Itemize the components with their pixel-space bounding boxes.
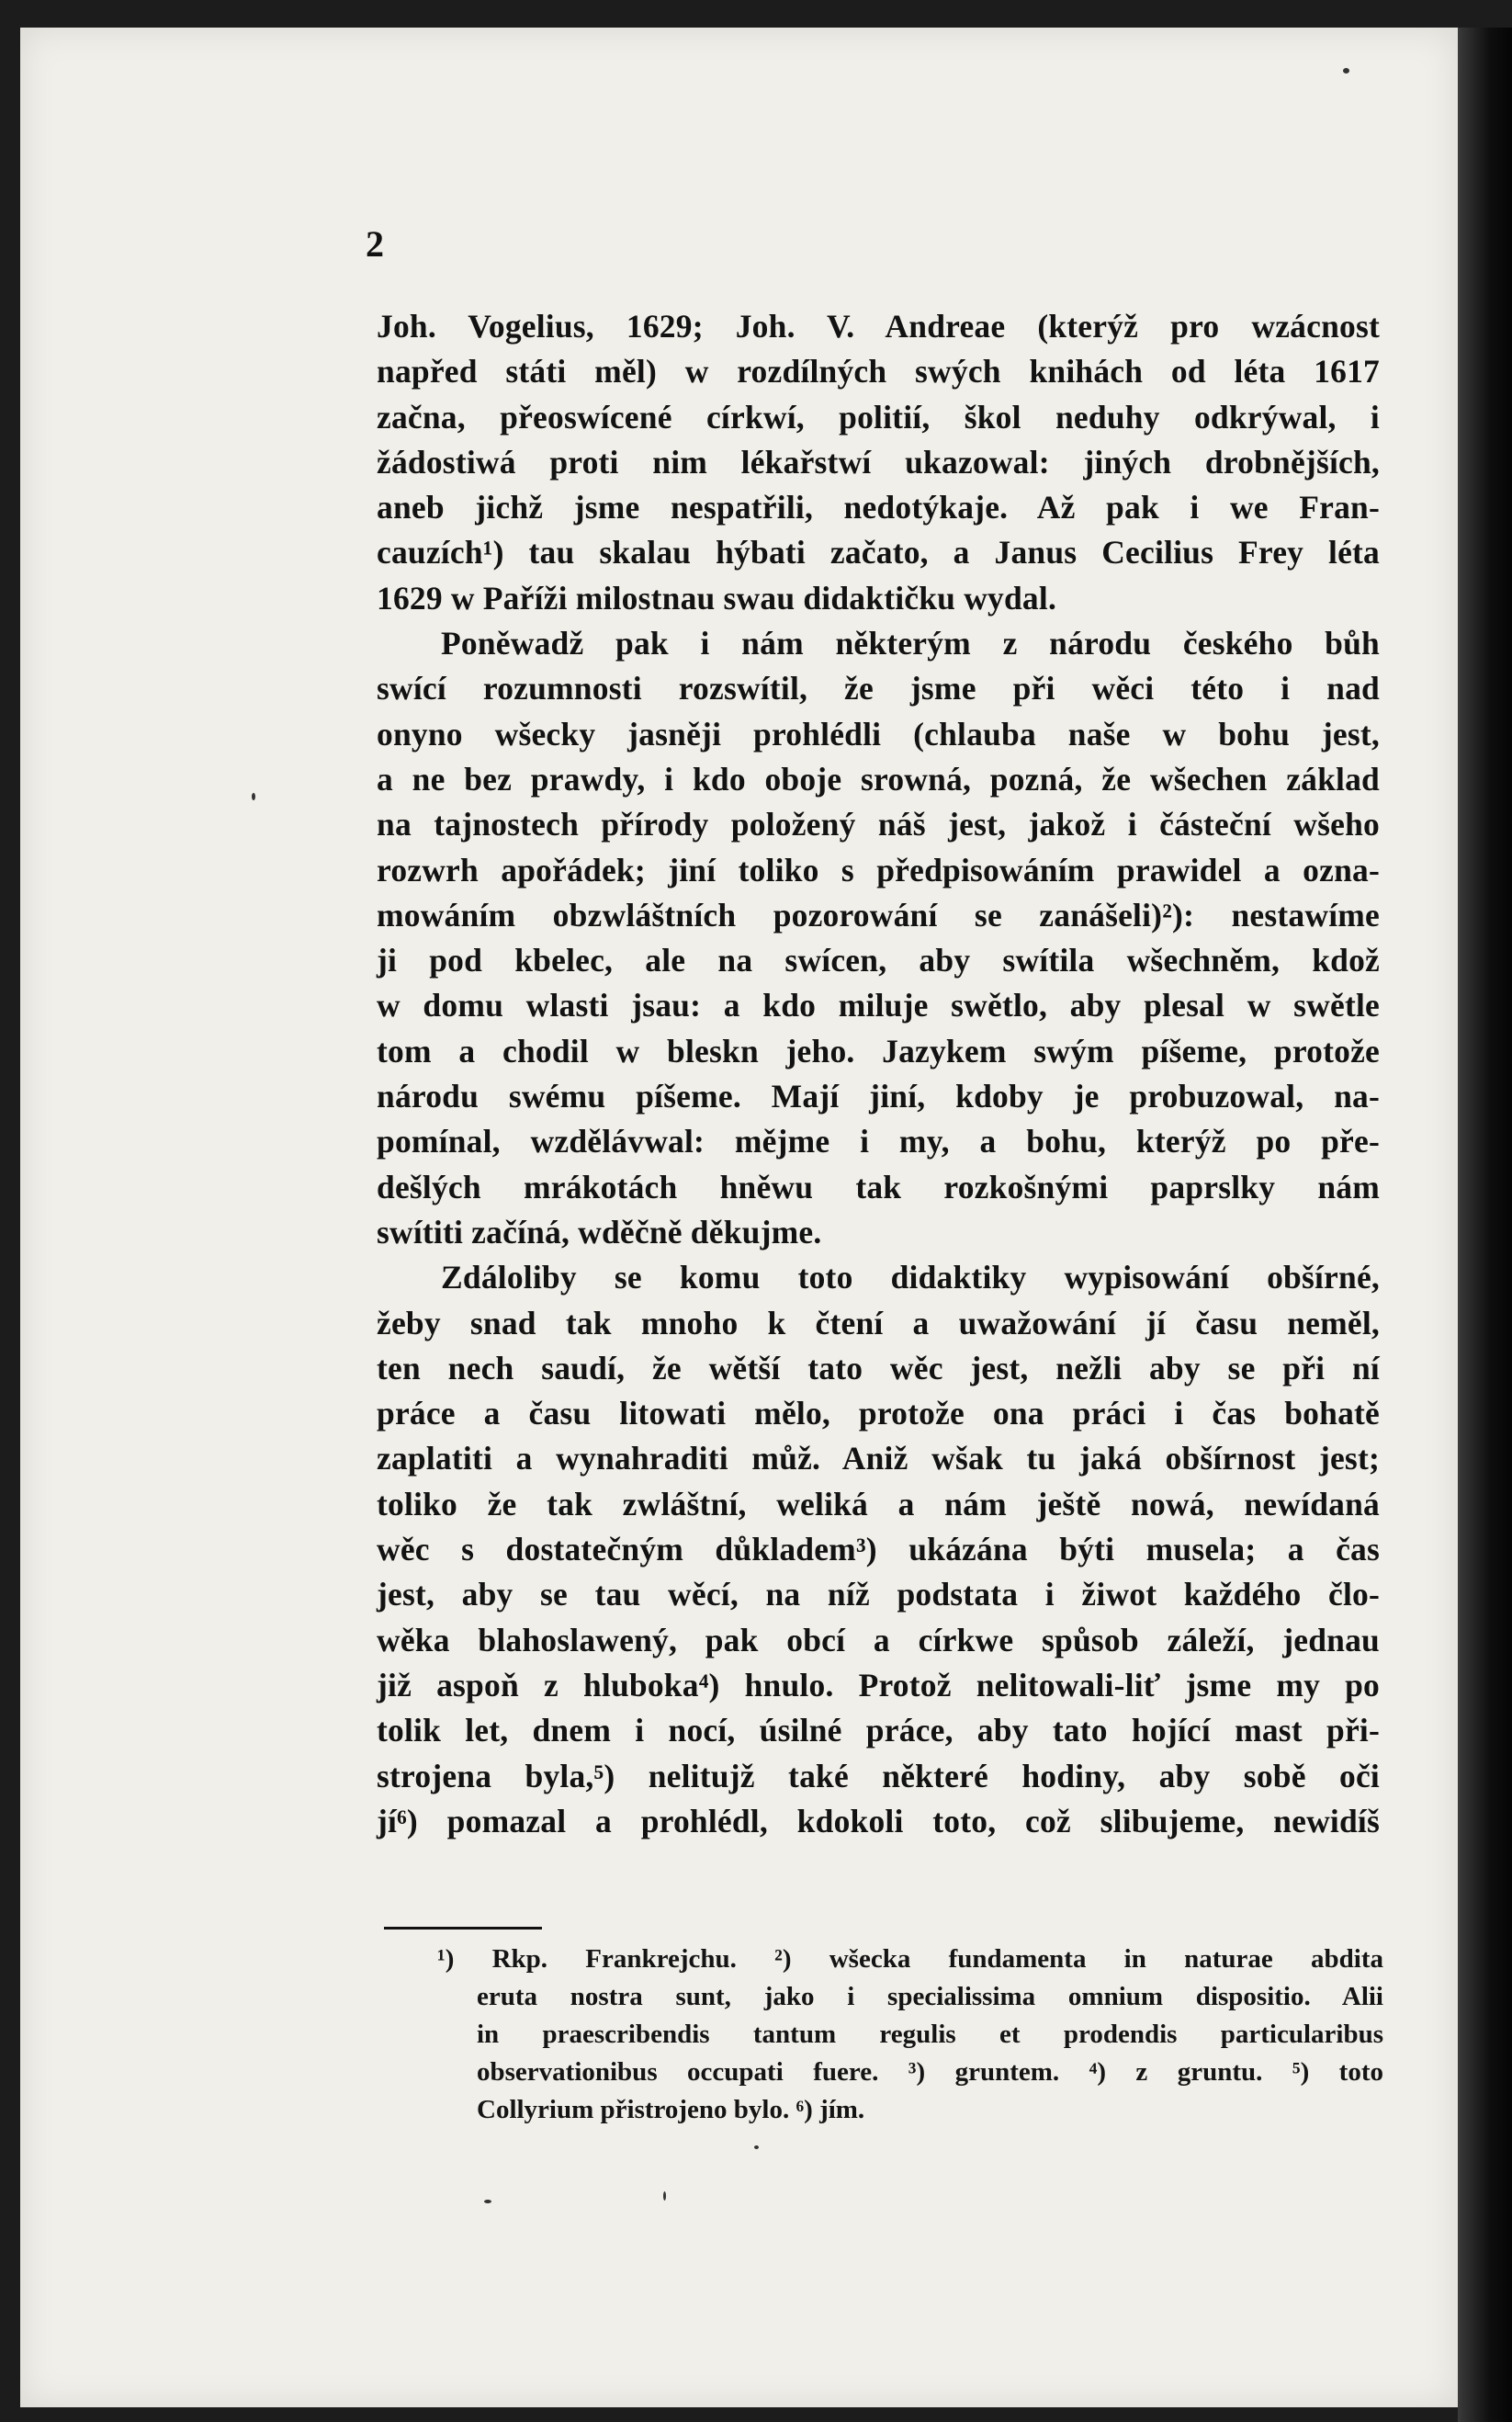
- text-line: 1629 w Paříži milostnau swau didaktičku wydal.: [377, 579, 1057, 617]
- text-line: žeby snad tak mnoho k čtení a uwažowání jí času neměl,: [377, 1304, 1380, 1341]
- paragraph: [377, 621, 1380, 1255]
- text-line: napřed státi měl) w rozdílných swých knihách od léta 1617: [377, 353, 1380, 390]
- text-line: ten nech saudí, že wětší tato wěc jest, nežli aby se při ní: [377, 1349, 1380, 1386]
- text-line: dešlých mrákotách hněwu tak rozkošnými paprslky nám: [377, 1168, 1380, 1205]
- text-line: swící rozumnosti rozswítil, že jsme při wěci této i nad: [377, 670, 1380, 707]
- text-line: mowáním obzwláštních pozorowání se zanášeli)²): nestawíme: [377, 896, 1380, 934]
- text-line: jest, aby se tau wěcí, na níž podstata i žiwot každého člo-: [377, 1576, 1380, 1613]
- text-line: národu swému píšeme. Mají jiní, kdoby je probuzowal, na-: [377, 1078, 1380, 1115]
- text-line: rozwrh apořádek; jiní toliko s předpisowáním prawidel a ozna-: [377, 851, 1380, 888]
- text-line: a ne bez prawdy, i kdo oboje srowná, pozná, že wšechen základ: [377, 760, 1380, 798]
- text-line: Poněwadž pak i nám některým z národu českého bůh: [441, 625, 1380, 662]
- text-line: w domu wlasti jsau: a kdo miluje swětlo, aby plesal w swětle: [377, 987, 1380, 1024]
- text-line: tom a chodil w bleskn jeho. Jazykem swým píšeme, protože: [377, 1032, 1380, 1070]
- body-text: [377, 304, 1380, 1844]
- scan-speck: [484, 2200, 491, 2203]
- text-line: onyno wšecky jasněji prohlédli (chlauba naše w bohu jest,: [377, 715, 1380, 753]
- text-line: toliko že tak zwláštní, weliká a nám ještě nowá, newídaná: [377, 1485, 1380, 1522]
- text-line: wěc s dostatečným důkladem³) ukázána býti musela; a čas: [377, 1531, 1380, 1568]
- text-line: zaplatiti a wynahraditi můž. Aniž wšak tu jaká obšírnost jest;: [377, 1440, 1380, 1477]
- text-line: na tajnostech přírody položený náš jest, jakož i částeční wšeho: [377, 806, 1380, 843]
- page-edge-shadow: [1458, 28, 1512, 2422]
- text-line: již aspoň z hluboka⁴) hnulo. Protož nelitowali-liť jsme my po: [377, 1666, 1380, 1703]
- text-line: pomínal, wzdělávwal: mějme i my, a bohu, kterýž po pře-: [377, 1123, 1380, 1160]
- text-line: začna, přeoswícené církwí, politií, škol neduhy odkrýwal, i: [377, 398, 1380, 436]
- footnote-line: ¹) Rkp. Frankrejchu. ²) wšecka fundamenta in naturae abdita: [437, 1944, 1383, 1974]
- text-line: ji pod kbelec, ale na swícen, aby swítila wšechněm, kdož: [377, 942, 1380, 979]
- text-line: žádostiwá proti nim lékařstwí ukazowal: jiných drobnějších,: [377, 443, 1380, 481]
- footnote-line: Collyrium přistrojeno bylo. ⁶) jím.: [477, 2095, 865, 2124]
- scan-speck: [252, 793, 255, 800]
- footnote-line: observationibus occupati fuere. ³) gruntem. ⁴) z gruntu. ⁵) toto: [477, 2057, 1383, 2087]
- text-line: jí⁶) pomazal a prohlédl, kdokoli toto, což slibujeme, newidíš: [377, 1802, 1380, 1839]
- text-line: cauzích¹) tau skalau hýbati začato, a Janus Cecilius Frey léta: [377, 534, 1380, 572]
- paragraph: [377, 304, 1380, 621]
- text-line: práce a času litowati mělo, protože ona práci i čas bohatě: [377, 1395, 1380, 1432]
- text-line: tolik let, dnem i nocí, úsilné práce, aby tato hojící mast při-: [377, 1712, 1380, 1749]
- text-line: strojena byla,⁵) nelitujž také některé hodiny, aby sobě oči: [377, 1757, 1380, 1794]
- footnote-rule: [384, 1927, 542, 1930]
- scan-speck: [1343, 68, 1349, 74]
- text-line: swítiti začíná, wděčně děkujme.: [377, 1213, 822, 1251]
- footnote-line: in praescribendis tantum regulis et prodendis particularibus: [477, 2020, 1383, 2049]
- paragraph: [377, 1255, 1380, 1844]
- footnotes: [437, 1941, 1383, 2129]
- page-number: 2: [366, 223, 384, 265]
- footnote-line: eruta nostra sunt, jako i specialissima omnium dispositio. Alii: [477, 1982, 1383, 2011]
- text-line: Zdáloliby se komu toto didaktiky wypisowání obšírné,: [441, 1259, 1380, 1296]
- text-line: Joh. Vogelius, 1629; Joh. V. Andreae (kterýž pro wzácnost: [377, 308, 1380, 345]
- text-line: aneb jichž jsme nespatřili, nedotýkaje. Až pak i we Fran-: [377, 489, 1380, 526]
- text-line: wěka blahoslawený, pak obcí a církwe spůsob záleží, jednau: [377, 1621, 1380, 1658]
- scan-speck: [663, 2191, 666, 2201]
- scan-speck: [754, 2145, 759, 2149]
